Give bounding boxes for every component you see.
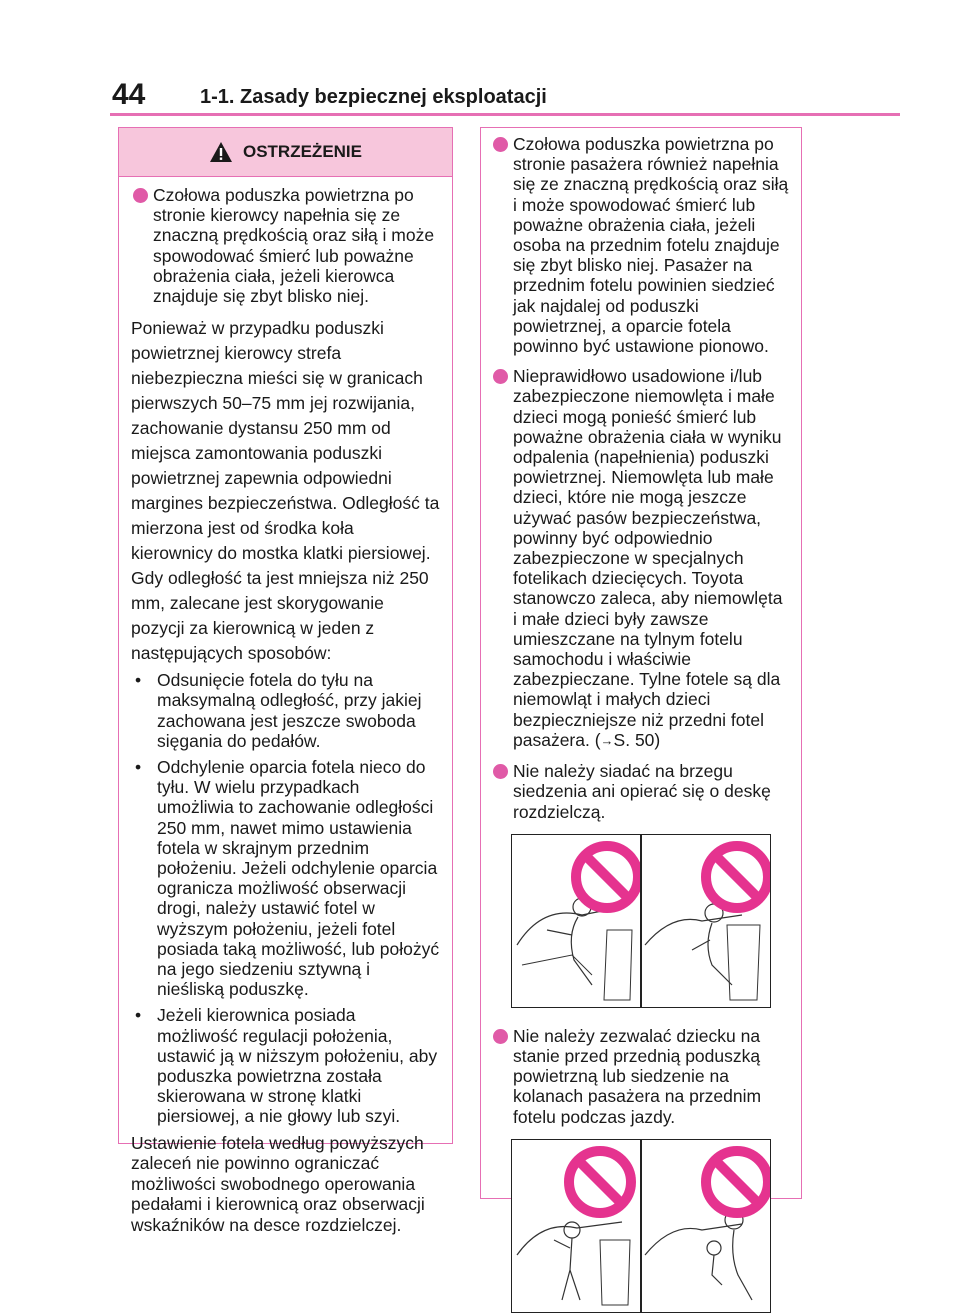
warning-triangle-icon [209,141,233,163]
list-item [131,670,440,751]
paragraph: Ustawienie fotela według powyższych zaleceń nie powinno ograniczać możliwości swobodnego operowania pedałami i kierownicą oraz obserwacji wskaźników na desce rozdzielczej. [131,1132,425,1235]
list-marker: • [135,670,142,691]
list-item-text: Odsunięcie fotela do tyłu na maksymalną odległość, przy jakiej zachowana jest jeszcze swoboda sięgania do pedałów. [157,670,422,751]
bullet-text: Czołowa poduszka powietrzna po stronie kierowcy napełnia się ze znaczną prędkością oraz siłą i może spowodować śmierć lub poważne obrażenia ciała, jeżeli kierowca znajduje się zbyt blisko niej. [153,185,435,307]
passenger-sitting-edge-illustration [642,835,770,1007]
continuation-box [480,127,802,1199]
header-divider [110,113,900,116]
bullet-text: Nie należy siadać na brzegu siedzenia ani opierać się o deskę rozdzielczą. [513,761,771,822]
bullet-dot-icon [493,1029,508,1044]
list-item-text: Jeżeli kierownica posiada możliwość regulacji położenia, ustawić ją w niższym położeniu, aby poduszka powietrzna została skierowana w stronę klatki piersiowej, a nie głowy lub szyi. [157,1005,438,1127]
page-header [0,0,960,118]
child-on-lap-illustration [642,1140,770,1312]
paragraph: Ponieważ w przypadku poduszki powietrznej kierowcy strefa niebezpieczna mieści się w granicach pierwszych 50–75 mm jej rozwijania, zachowanie dystansu 250 mm od miejsca zamontowania poduszki powietrznej zapewnia odpowiedni margines bezpieczeństwa. Odległość ta mierzona jest od środka koła kierownicy do mostka klatki piersiowej. Gdy odległość ta jest mniejsza niż 250 mm, zalecane jest skorygowanie pozycji za kierownicą w jeden z następujących sposobów: [131,318,440,664]
warning-bullet [491,134,791,356]
bullet-dot-icon [493,764,508,779]
continuation-content [481,128,801,1313]
warning-bullet [491,1026,791,1127]
bullet-dot-icon [493,369,508,384]
warning-header [119,128,452,177]
illustration-no-child-standing [511,1139,771,1313]
list-item [131,1005,440,1126]
illustration-no-leaning [511,834,771,1008]
passenger-leaning-illustration [512,835,640,1007]
warning-title: OSTRZEŻENIE [242,142,362,161]
bullet-text: Nieprawidłowo usadowione i/lub zabezpieczone niemowlęta i małe dzieci mogą ponieść śmierć lub poważne obrażenia ciała w wyniku odpalenia (napełnienia) poduszki powietrznej. Niemowlęta lub małe dzieci, które nie mogą jeszcze używać pasów bezpieczeństwa, powinny być odpowiednio zabezpieczone w specjalnych fotelikach dziecięcych. Toyota stanowczo zaleca, aby niemowlęta i małe dzieci były zawsze umieszczane na tylnym fotelu samochodu i właściwie zabezpieczane. Tylne fotele są dla niemowląt i małych dzieci bezpieczniejsze niż przedni fotel pasażera. ( [513,366,783,750]
bullet-dot-icon [493,137,508,152]
page-reference: S. 50) [613,729,661,750]
section-title: 1-1. Zasady bezpiecznej eksploatacji [200,86,547,108]
child-standing-illustration [512,1140,640,1312]
list-item-text: Odchylenie oparcia fotela nieco do tyłu. W wielu przypadkach umożliwia to zachowanie odległości 250 mm, nawet mimo ustawienia fotela w skrajnym przednim położeniu. Jeżeli odchylenie oparcia ogranicza możliwość obserwacji drogi, należy ustawić fotel w wyższym położeniu, jeżeli fotel posiada taką możliwość, lub położyć na jego siedzeniu sztywną i nieśliską poduszkę. [157,757,440,1000]
list-marker: • [135,1005,142,1026]
bullet-dot-icon [133,188,148,203]
arrow-right-icon: → [600,732,614,748]
bullet-text: Czołowa poduszka powietrzna po stronie pasażera również napełnia się ze znaczną prędkością oraz siłą i może spowodować śmierć lub poważne obrażenia ciała, jeżeli osoba na przednim fotelu znajduje się zbyt blisko niej. Pasażer na przednim fotelu powinien siedzieć jak najdalej od poduszki powietrznej, a oparcie fotela powinno być ustawione pionowo. [513,134,789,357]
list-marker: • [135,757,142,778]
warning-bullet [491,366,791,751]
warning-content [119,177,452,1235]
warning-box [118,127,453,1235]
page-number: 44 [112,78,146,111]
warning-bullet [131,185,440,306]
warning-bullet [491,761,791,822]
bullet-text: Nie należy zezwalać dziecku na stanie przed przednią poduszką powietrzną lub siedzenie na kolanach pasażera na przednim fotelu podczas jazdy. [513,1025,762,1127]
list-item [131,757,440,999]
